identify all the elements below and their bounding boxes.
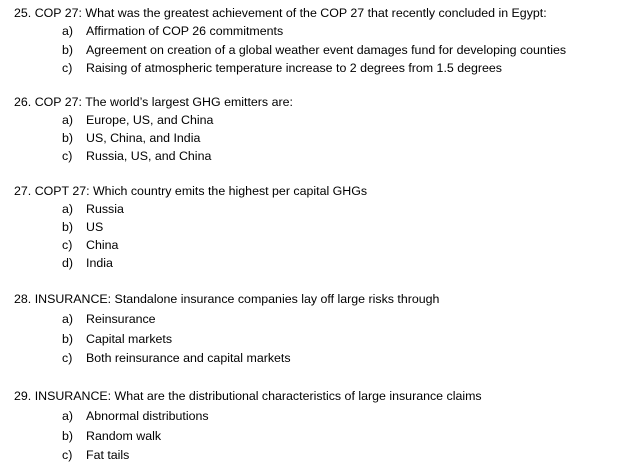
question-number: 25. <box>14 6 32 20</box>
question-stem <box>14 93 640 111</box>
option-c <box>14 236 640 254</box>
option-text: Fat tails <box>86 448 130 462</box>
question-stem <box>14 290 640 310</box>
question-27 <box>14 182 640 272</box>
option-letter: a) <box>62 409 74 423</box>
question-26 <box>14 93 640 165</box>
option-letter: c) <box>62 238 73 252</box>
option-letter: d) <box>62 256 74 270</box>
option-letter: a) <box>62 113 74 127</box>
option-c <box>14 446 640 466</box>
option-text: Reinsurance <box>86 312 156 326</box>
question-stem <box>14 387 640 407</box>
option-letter: c) <box>62 448 73 462</box>
question-number: 26. <box>14 95 32 109</box>
option-text: US, China, and India <box>86 131 201 145</box>
option-letter: a) <box>62 202 74 216</box>
option-c <box>14 147 640 165</box>
option-text: Affirmation of COP 26 commitments <box>86 24 284 38</box>
option-letter: b) <box>62 220 74 234</box>
question-number: 27. <box>14 184 32 198</box>
question-number: 29. <box>14 389 32 403</box>
question-text: COP 27: What was the greatest achievement of the COP 27 that recently concluded in Egypt: <box>34 6 547 20</box>
option-letter: b) <box>62 331 74 346</box>
option-text: Russia, US, and China <box>86 149 212 163</box>
option-text: Europe, US, and China <box>86 113 214 127</box>
option-b <box>14 427 640 447</box>
option-a <box>14 310 640 330</box>
option-text: Agreement on creation of a global weather event damages fund for developing counties <box>86 42 567 57</box>
option-text: Raising of atmospheric temperature increase to 2 degrees from 1.5 degrees <box>86 61 502 75</box>
option-letter: c) <box>62 149 73 163</box>
option-b <box>14 330 640 350</box>
option-text: US <box>86 220 104 234</box>
option-text: Capital markets <box>86 331 173 346</box>
option-letter: b) <box>62 42 74 57</box>
option-c <box>14 59 640 78</box>
question-28 <box>14 290 640 369</box>
option-a <box>14 407 640 427</box>
option-b <box>14 218 640 236</box>
option-letter: a) <box>62 24 74 38</box>
option-letter: c) <box>62 351 73 365</box>
option-text: Abnormal distributions <box>86 409 209 423</box>
option-a <box>14 111 640 129</box>
option-text: India <box>86 256 113 270</box>
question-stem <box>14 4 640 22</box>
option-letter: c) <box>62 61 73 75</box>
question-number: 28. <box>14 292 32 306</box>
option-text: Random walk <box>86 428 162 443</box>
option-d <box>14 254 640 272</box>
option-letter: b) <box>62 428 74 443</box>
option-text: Russia <box>86 202 124 216</box>
question-text: INSURANCE: What are the distributional characteristics of large insurance claims <box>34 389 482 403</box>
question-stem <box>14 182 640 200</box>
option-b <box>14 129 640 147</box>
option-text: China <box>86 238 119 252</box>
option-b <box>14 41 640 60</box>
question-text: COPT 27: Which country emits the highest per capital GHGs <box>34 184 368 198</box>
option-letter: a) <box>62 312 74 326</box>
question-text: COP 27: The world’s largest GHG emitters are: <box>34 95 293 109</box>
option-a <box>14 22 640 41</box>
question-text: INSURANCE: Standalone insurance companies lay off large risks through <box>34 292 440 306</box>
option-text: Both reinsurance and capital markets <box>86 351 291 365</box>
option-c <box>14 349 640 369</box>
question-29 <box>14 387 640 466</box>
question-25 <box>14 4 640 78</box>
option-a <box>14 200 640 218</box>
option-letter: b) <box>62 131 74 145</box>
